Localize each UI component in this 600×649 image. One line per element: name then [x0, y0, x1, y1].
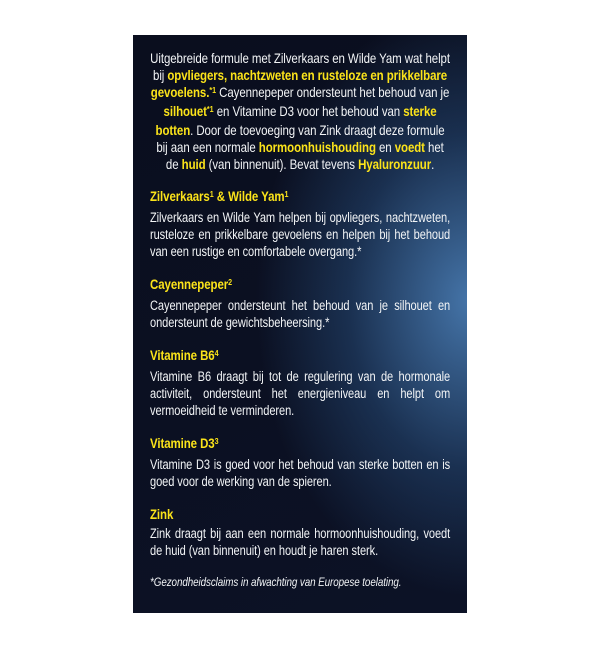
section-heading — [150, 347, 450, 366]
health-claims-footnote: *Gezondheidsclaims in afwachting van Europese toelating. — [150, 575, 402, 589]
section-body: Zilverkaars en Wilde Yam helpen bij opvliegers, nachtzweten, rusteloze en prikkelbare gevoelens en helpen bij het behoud van een rustige en comfortabele overgang.* — [150, 210, 451, 259]
section-heading — [150, 188, 450, 207]
heading-superscript: 1 — [284, 188, 289, 199]
intro-highlight: opvliegers, nachtzweten en rusteloze en prikkelbare gevoelens. — [150, 67, 448, 100]
intro-superscript: *1 — [206, 103, 214, 114]
ingredient-sections — [150, 188, 450, 559]
ingredient-section — [150, 347, 450, 419]
heading-text: Zilverkaars — [150, 188, 210, 204]
intro-highlight: huid — [181, 156, 206, 172]
intro-text: . — [431, 156, 435, 172]
intro-text: Cayennepeper ondersteunt het behoud van je — [216, 84, 450, 100]
ingredient-section — [150, 435, 450, 490]
label-content — [150, 50, 450, 590]
ingredient-section — [150, 188, 450, 260]
intro-text: het de — [165, 139, 444, 172]
heading-text: & Wilde Yam — [213, 188, 285, 204]
intro-text: Uitgebreide formule met Zilverkaars en Wilde Yam wat helpt bij — [150, 50, 450, 83]
intro-highlight: silhouet — [163, 103, 207, 119]
section-heading — [150, 435, 450, 454]
intro-text: . Door de toevoeging van Zink draagt deze formule bij aan een normale — [156, 122, 445, 155]
intro-highlight: hormoonhuishouding — [258, 139, 376, 155]
supplement-label-panel — [133, 35, 467, 613]
intro-highlight: sterke botten — [155, 103, 437, 138]
intro-highlight: Hyaluronzuur — [358, 156, 432, 172]
heading-superscript: 1 — [209, 188, 214, 199]
intro-superscript: *1 — [209, 84, 217, 95]
section-body: Vitamine D3 is goed voor het behoud van sterke botten en is goed voor de werking van de spieren. — [150, 457, 451, 489]
heading-text: Zink — [150, 506, 174, 522]
ingredient-section — [150, 506, 450, 559]
heading-superscript: 2 — [228, 276, 233, 287]
heading-text: Cayennepeper — [150, 276, 229, 292]
section-heading — [150, 506, 450, 523]
ingredient-section — [150, 276, 450, 331]
intro-paragraph — [150, 50, 450, 173]
heading-superscript: 4 — [214, 347, 219, 358]
intro-text: en — [375, 139, 395, 155]
section-body: Cayennepeper ondersteunt het behoud van je silhouet en ondersteunt de gewichtsbeheersing.* — [150, 298, 451, 330]
intro-text: en Vitamine D3 voor het behoud van — [213, 103, 404, 119]
section-body: Zink draagt bij aan een normale hormoonhuishouding, voedt de huid (van binnenuit) en houdt je haren sterk. — [150, 526, 451, 558]
section-body: Vitamine B6 draagt bij tot de regulering van de hormonale activiteit, ondersteunt het energieniveau en helpt om vermoeidheid te verminderen. — [150, 369, 451, 418]
section-heading — [150, 276, 450, 295]
heading-text: Vitamine B6 — [150, 347, 215, 363]
intro-highlight: voedt — [394, 139, 425, 155]
intro-text: (van binnenuit). Bevat tevens — [205, 156, 359, 172]
heading-superscript: 3 — [214, 435, 219, 446]
heading-text: Vitamine D3 — [150, 435, 215, 451]
